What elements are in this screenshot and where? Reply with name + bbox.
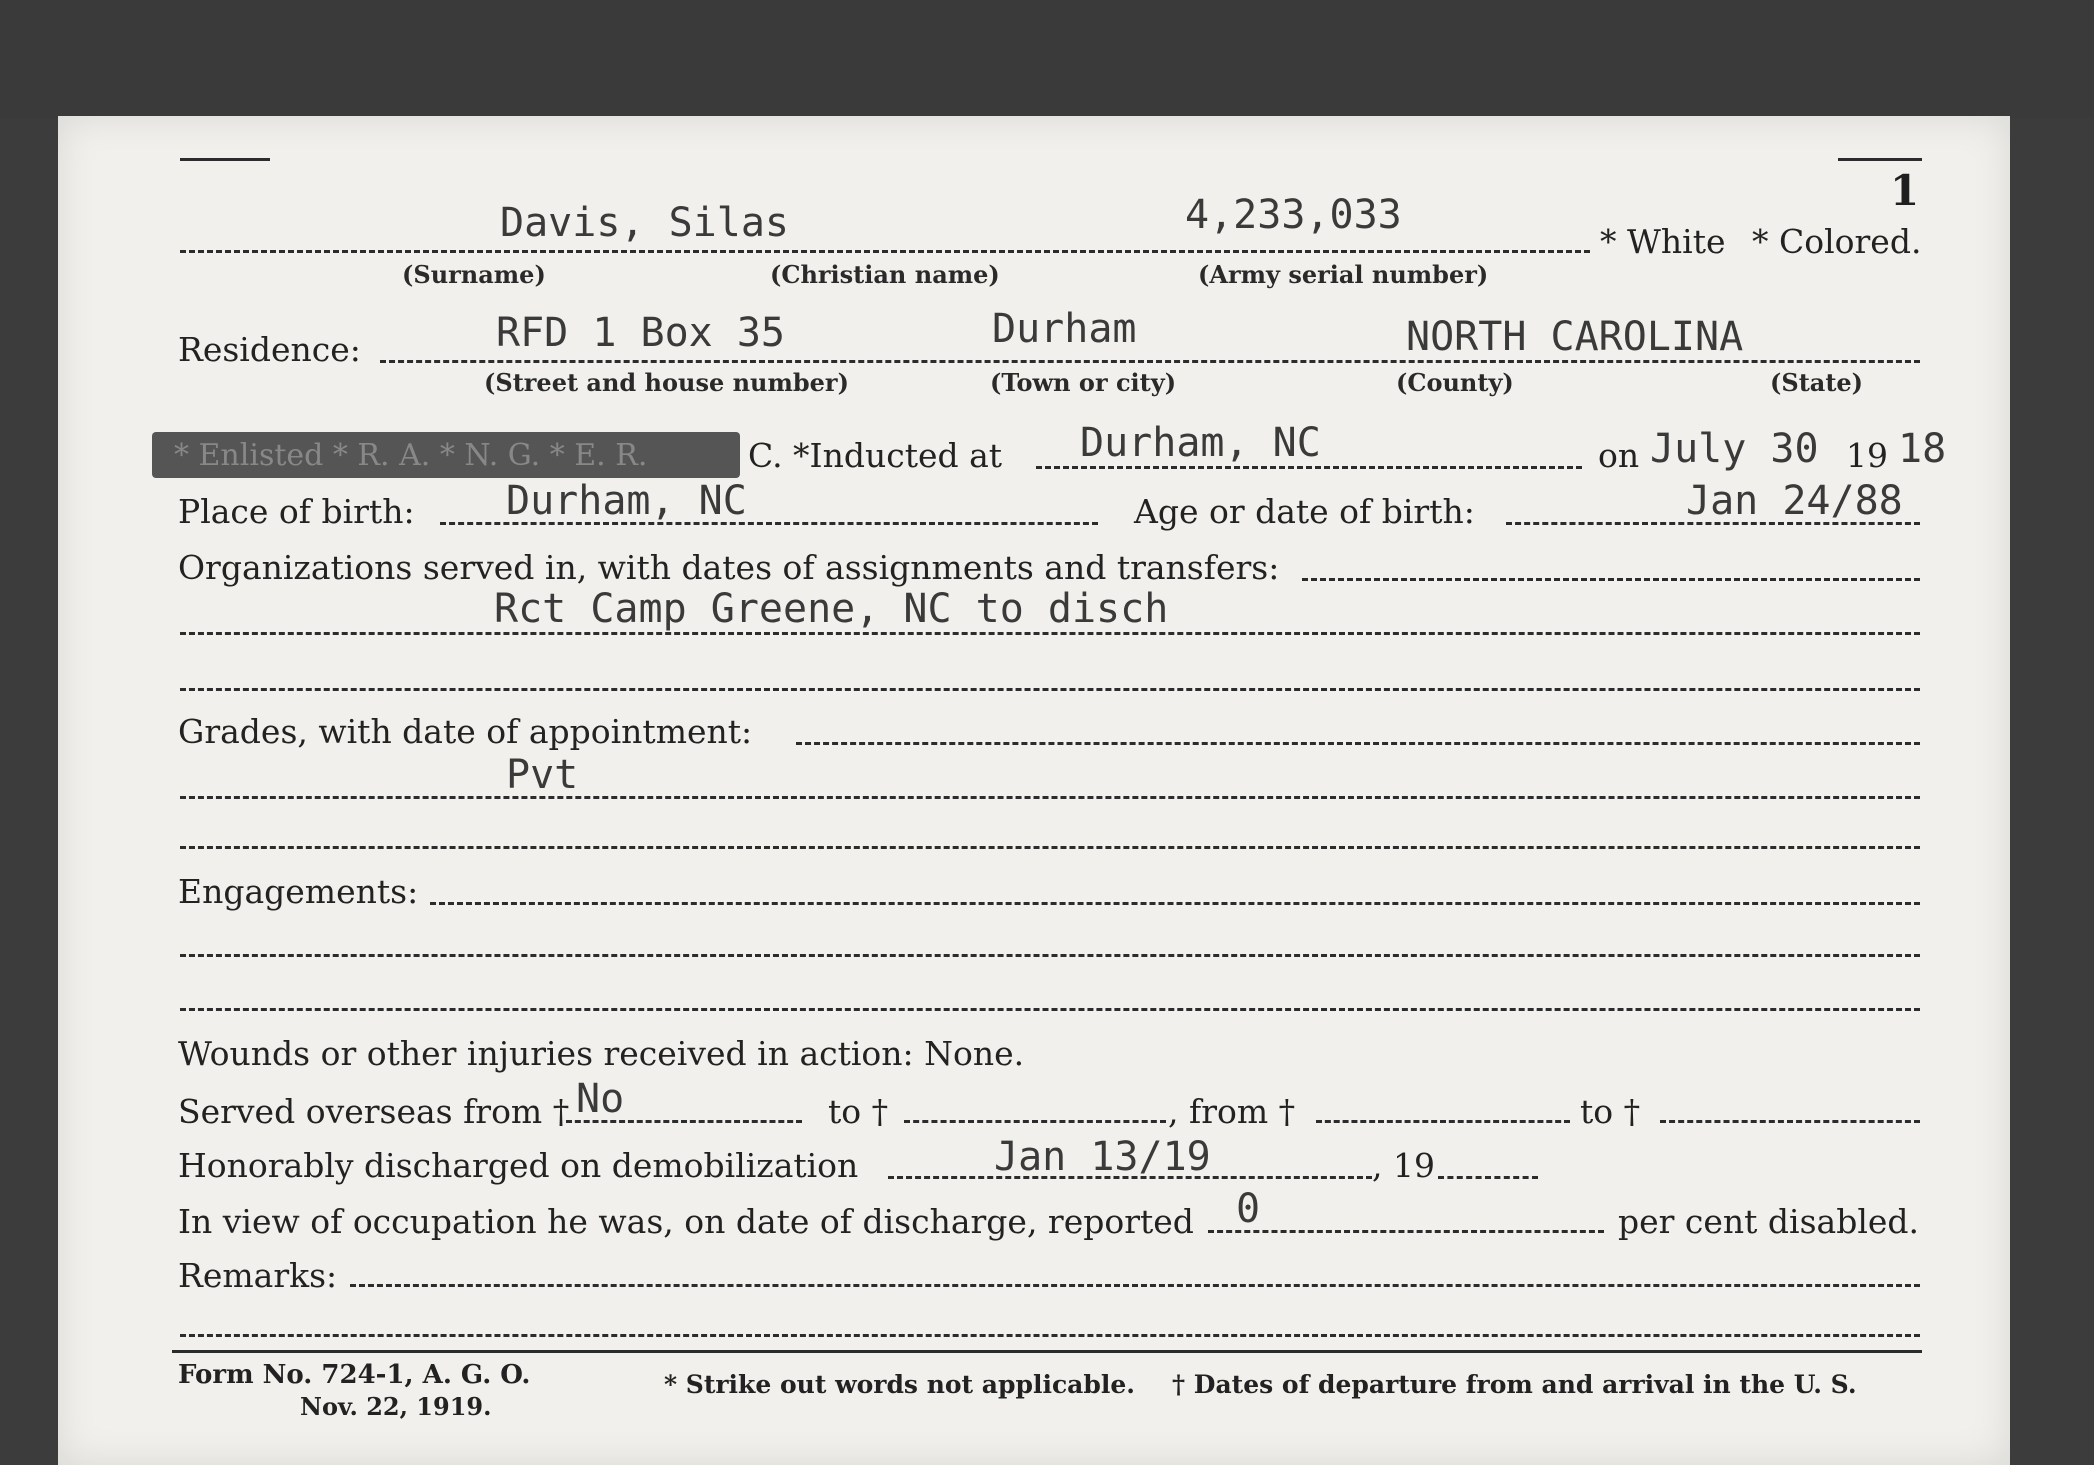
- strike-note: * Strike out words not applicable.: [664, 1370, 1135, 1399]
- remarks-line-2: [180, 1334, 1920, 1337]
- residence-line: [380, 360, 1920, 363]
- county-caption: (County): [1396, 368, 1514, 397]
- organizations-line-3: [180, 688, 1920, 691]
- engagements-line-2: [180, 954, 1920, 957]
- town-caption: (Town or city): [990, 368, 1177, 397]
- engagements-line-1: [430, 902, 1920, 905]
- organizations-value: Rct Camp Greene, NC to disch: [494, 586, 1169, 632]
- disability-value: 0: [1236, 1186, 1261, 1232]
- grades-label: Grades, with date of appointment:: [178, 712, 753, 751]
- footer-rule: [172, 1350, 1922, 1353]
- overseas-from2-line: [1316, 1120, 1570, 1123]
- on-label: on: [1598, 436, 1640, 475]
- street-caption: (Street and house number): [484, 368, 849, 397]
- remarks-line-1: [350, 1284, 1920, 1287]
- christian-name-caption: (Christian name): [770, 260, 1000, 289]
- inducted-line: [1036, 466, 1582, 469]
- disability-suffix: per cent disabled.: [1618, 1202, 1920, 1241]
- engagements-label: Engagements:: [178, 872, 419, 911]
- serial-number-value: 4,233,033: [1185, 192, 1402, 238]
- overseas-from-line: [566, 1120, 802, 1123]
- overseas-label: Served overseas from †: [178, 1092, 570, 1131]
- overseas-to2-line: [1660, 1120, 1920, 1123]
- dates-note: † Dates of departure from and arrival in the U. S.: [1172, 1370, 1857, 1399]
- discharge-year-line: [1438, 1176, 1538, 1179]
- residence-label: Residence:: [178, 330, 361, 369]
- race-white-option: * White: [1600, 222, 1726, 261]
- grades-line-1: [796, 742, 1920, 745]
- induction-year-value: 18: [1898, 426, 1947, 472]
- organizations-label: Organizations served in, with dates of assignments and transfers:: [178, 548, 1280, 587]
- overseas-to-line: [904, 1120, 1166, 1123]
- induction-date-value: July 30: [1650, 426, 1819, 472]
- inducted-label: C. *Inducted at: [748, 436, 1003, 475]
- overseas-to2-label: to †: [1580, 1092, 1641, 1131]
- residence-street-value: RFD 1 Box 35: [496, 310, 785, 356]
- form-number: Form No. 724-1, A. G. O.: [178, 1360, 531, 1390]
- scan-background: [0, 0, 2094, 118]
- remarks-label: Remarks:: [178, 1256, 338, 1295]
- place-of-birth-value: Durham, NC: [506, 478, 747, 524]
- birth-date-value: Jan 24/88: [1686, 478, 1903, 524]
- disability-label: In view of occupation he was, on date of discharge, reported: [178, 1202, 1194, 1241]
- top-left-rule: [180, 158, 270, 161]
- induction-year-prefix: 19: [1846, 436, 1888, 475]
- name-line: [180, 250, 1590, 253]
- surname-value: Davis, Silas: [500, 200, 789, 246]
- place-of-birth-line: [440, 522, 1098, 525]
- overseas-to-label: to †: [828, 1092, 889, 1131]
- wounds-label: Wounds or other injuries received in action: None.: [178, 1034, 1025, 1073]
- overseas-from-value: No: [576, 1076, 625, 1122]
- serial-caption: (Army serial number): [1198, 260, 1489, 289]
- race-colored-option: * Colored.: [1752, 222, 1922, 261]
- surname-caption: (Surname): [402, 260, 546, 289]
- residence-county-value: NORTH CAROLINA: [1406, 314, 1744, 360]
- top-right-rule: [1838, 158, 1922, 161]
- grades-value: Pvt: [506, 752, 579, 798]
- age-label: Age or date of birth:: [1134, 492, 1475, 531]
- state-caption: (State): [1770, 368, 1864, 397]
- organizations-line-2: [180, 632, 1920, 635]
- form-date: Nov. 22, 1919.: [300, 1392, 492, 1421]
- birth-date-line: [1506, 522, 1920, 525]
- discharge-label: Honorably discharged on demobilization: [178, 1146, 859, 1185]
- card-number: 1: [1890, 166, 1920, 215]
- discharge-line: [888, 1176, 1372, 1179]
- overseas-from2-label: , from †: [1168, 1092, 1296, 1131]
- grades-line-2: [180, 796, 1920, 799]
- organizations-line-1: [1302, 578, 1920, 581]
- place-of-birth-label: Place of birth:: [178, 492, 415, 531]
- discharge-year-label: , 19: [1372, 1146, 1435, 1185]
- engagements-line-3: [180, 1008, 1920, 1011]
- struck-enlistment-text: * Enlisted * R. A. * N. G. * E. R.: [174, 438, 648, 473]
- inducted-place-value: Durham, NC: [1080, 420, 1321, 466]
- residence-town-value: Durham: [992, 306, 1137, 352]
- discharge-date-value: Jan 13/19: [994, 1134, 1211, 1180]
- disability-line: [1208, 1230, 1604, 1233]
- grades-line-3: [180, 846, 1920, 849]
